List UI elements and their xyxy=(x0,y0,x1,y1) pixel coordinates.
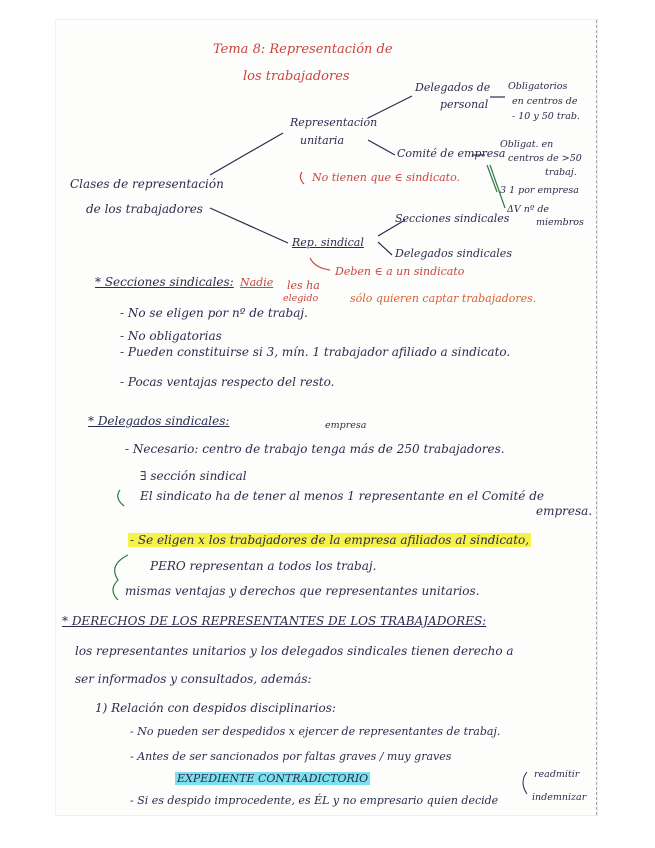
diagram-root-line-1: Clases de representación xyxy=(70,177,224,191)
delta-miembros: ΔV nº de xyxy=(507,204,550,215)
mismas-ventajas: mismas ventajas y derechos que representantes unitarios. xyxy=(125,584,480,598)
comite-oblig-line-2: centros de >50 xyxy=(508,153,582,164)
deben-sindicato: Deben ∈ a un sindicato xyxy=(335,265,465,278)
secciones-item-3: - Pueden constituirse si 3, mín. 1 trabajador afiliado a sindicato. xyxy=(120,345,511,359)
delegados-sindicales: Delegados sindicales xyxy=(395,247,512,260)
solo-quieren: sólo quieren captar trabajadores. xyxy=(350,292,537,305)
no-tienen-sindicato: No tienen que ∈ sindicato. xyxy=(312,171,461,184)
expediente xyxy=(175,773,370,784)
tres-por-empresa: 3 1 por empresa xyxy=(500,185,579,196)
unitaria-line-1: Representación xyxy=(290,116,378,129)
indemnizar: indemnizar xyxy=(532,792,587,803)
highlight-text: - Se eligen x los trabajadores de la empresa afiliados al sindicato, xyxy=(130,533,530,547)
readmitir: readmitir xyxy=(534,769,580,780)
secciones-item-2: - No obligatorias xyxy=(120,329,222,343)
secciones-item-4: - Pocas ventajas respecto del resto. xyxy=(120,375,335,389)
delegados-personal-line-1: Delegados de xyxy=(415,81,491,94)
nadie: Nadie xyxy=(240,276,274,289)
derechos-b1: - No pueden ser despedidos x ejercer de representantes de trabaj. xyxy=(130,725,501,738)
oblig-line-2: en centros de xyxy=(512,96,578,107)
delegados-item-2: El sindicato ha de tener al menos 1 representante en el Comité de xyxy=(140,489,544,503)
delegados-necesario: - Necesario: centro de trabajo tenga más de 250 trabajadores. xyxy=(125,442,505,456)
rep-sindical: Rep. sindical xyxy=(292,236,364,249)
secciones-heading: * Secciones sindicales: xyxy=(95,275,234,289)
derechos-b2: - Antes de ser sancionados por faltas graves / muy graves xyxy=(130,750,452,763)
comite-empresa: Comité de empresa xyxy=(397,147,506,160)
derechos-p1: los representantes unitarios y los delegados sindicales tienen derecho a xyxy=(75,644,514,658)
title-line-1: Tema 8: Representación de xyxy=(213,42,393,57)
derechos-heading: * DERECHOS DE LOS REPRESENTANTES DE LOS TRABAJADORES: xyxy=(62,614,487,628)
secciones-item-1: - No se eligen por nº de trabaj. xyxy=(120,306,308,320)
comite-oblig-line-3: trabaj. xyxy=(545,167,577,178)
delegados-personal-line-2: personal xyxy=(440,98,489,111)
oblig-line-3: - 10 y 50 trab. xyxy=(512,111,580,122)
secciones-sindicales: Secciones sindicales xyxy=(395,212,510,225)
title-line-2: los trabajadores xyxy=(243,69,350,84)
derechos-sub1: 1) Relación con despidos disciplinarios: xyxy=(95,701,336,715)
les-ha: les ha xyxy=(287,279,320,292)
expediente-highlight: EXPEDIENTE CONTRADICTORIO xyxy=(177,772,369,785)
derechos-b3: - Si es despido improcedente, es ÉL y no empresario quien decide xyxy=(130,794,499,807)
unitaria-line-2: unitaria xyxy=(300,134,344,147)
delegados-item-2b: empresa. xyxy=(536,504,593,518)
diagram-root-line-2: de los trabajadores xyxy=(86,202,203,216)
comite-oblig-line-1: Obligat. en xyxy=(500,139,554,150)
delegados-item-1: ∃ sección sindical xyxy=(140,469,247,483)
miembros: miembros xyxy=(536,217,584,228)
derechos-p2: ser informados y consultados, además: xyxy=(75,672,312,686)
empresa-note: empresa xyxy=(325,420,367,431)
elegido: elegido xyxy=(283,293,319,304)
oblig-line-1: Obligatorios xyxy=(508,81,568,92)
pero-representan: PERO representan a todos los trabaj. xyxy=(150,559,377,573)
delegados-heading: * Delegados sindicales: xyxy=(88,414,230,428)
delegados-highlight xyxy=(128,534,531,546)
